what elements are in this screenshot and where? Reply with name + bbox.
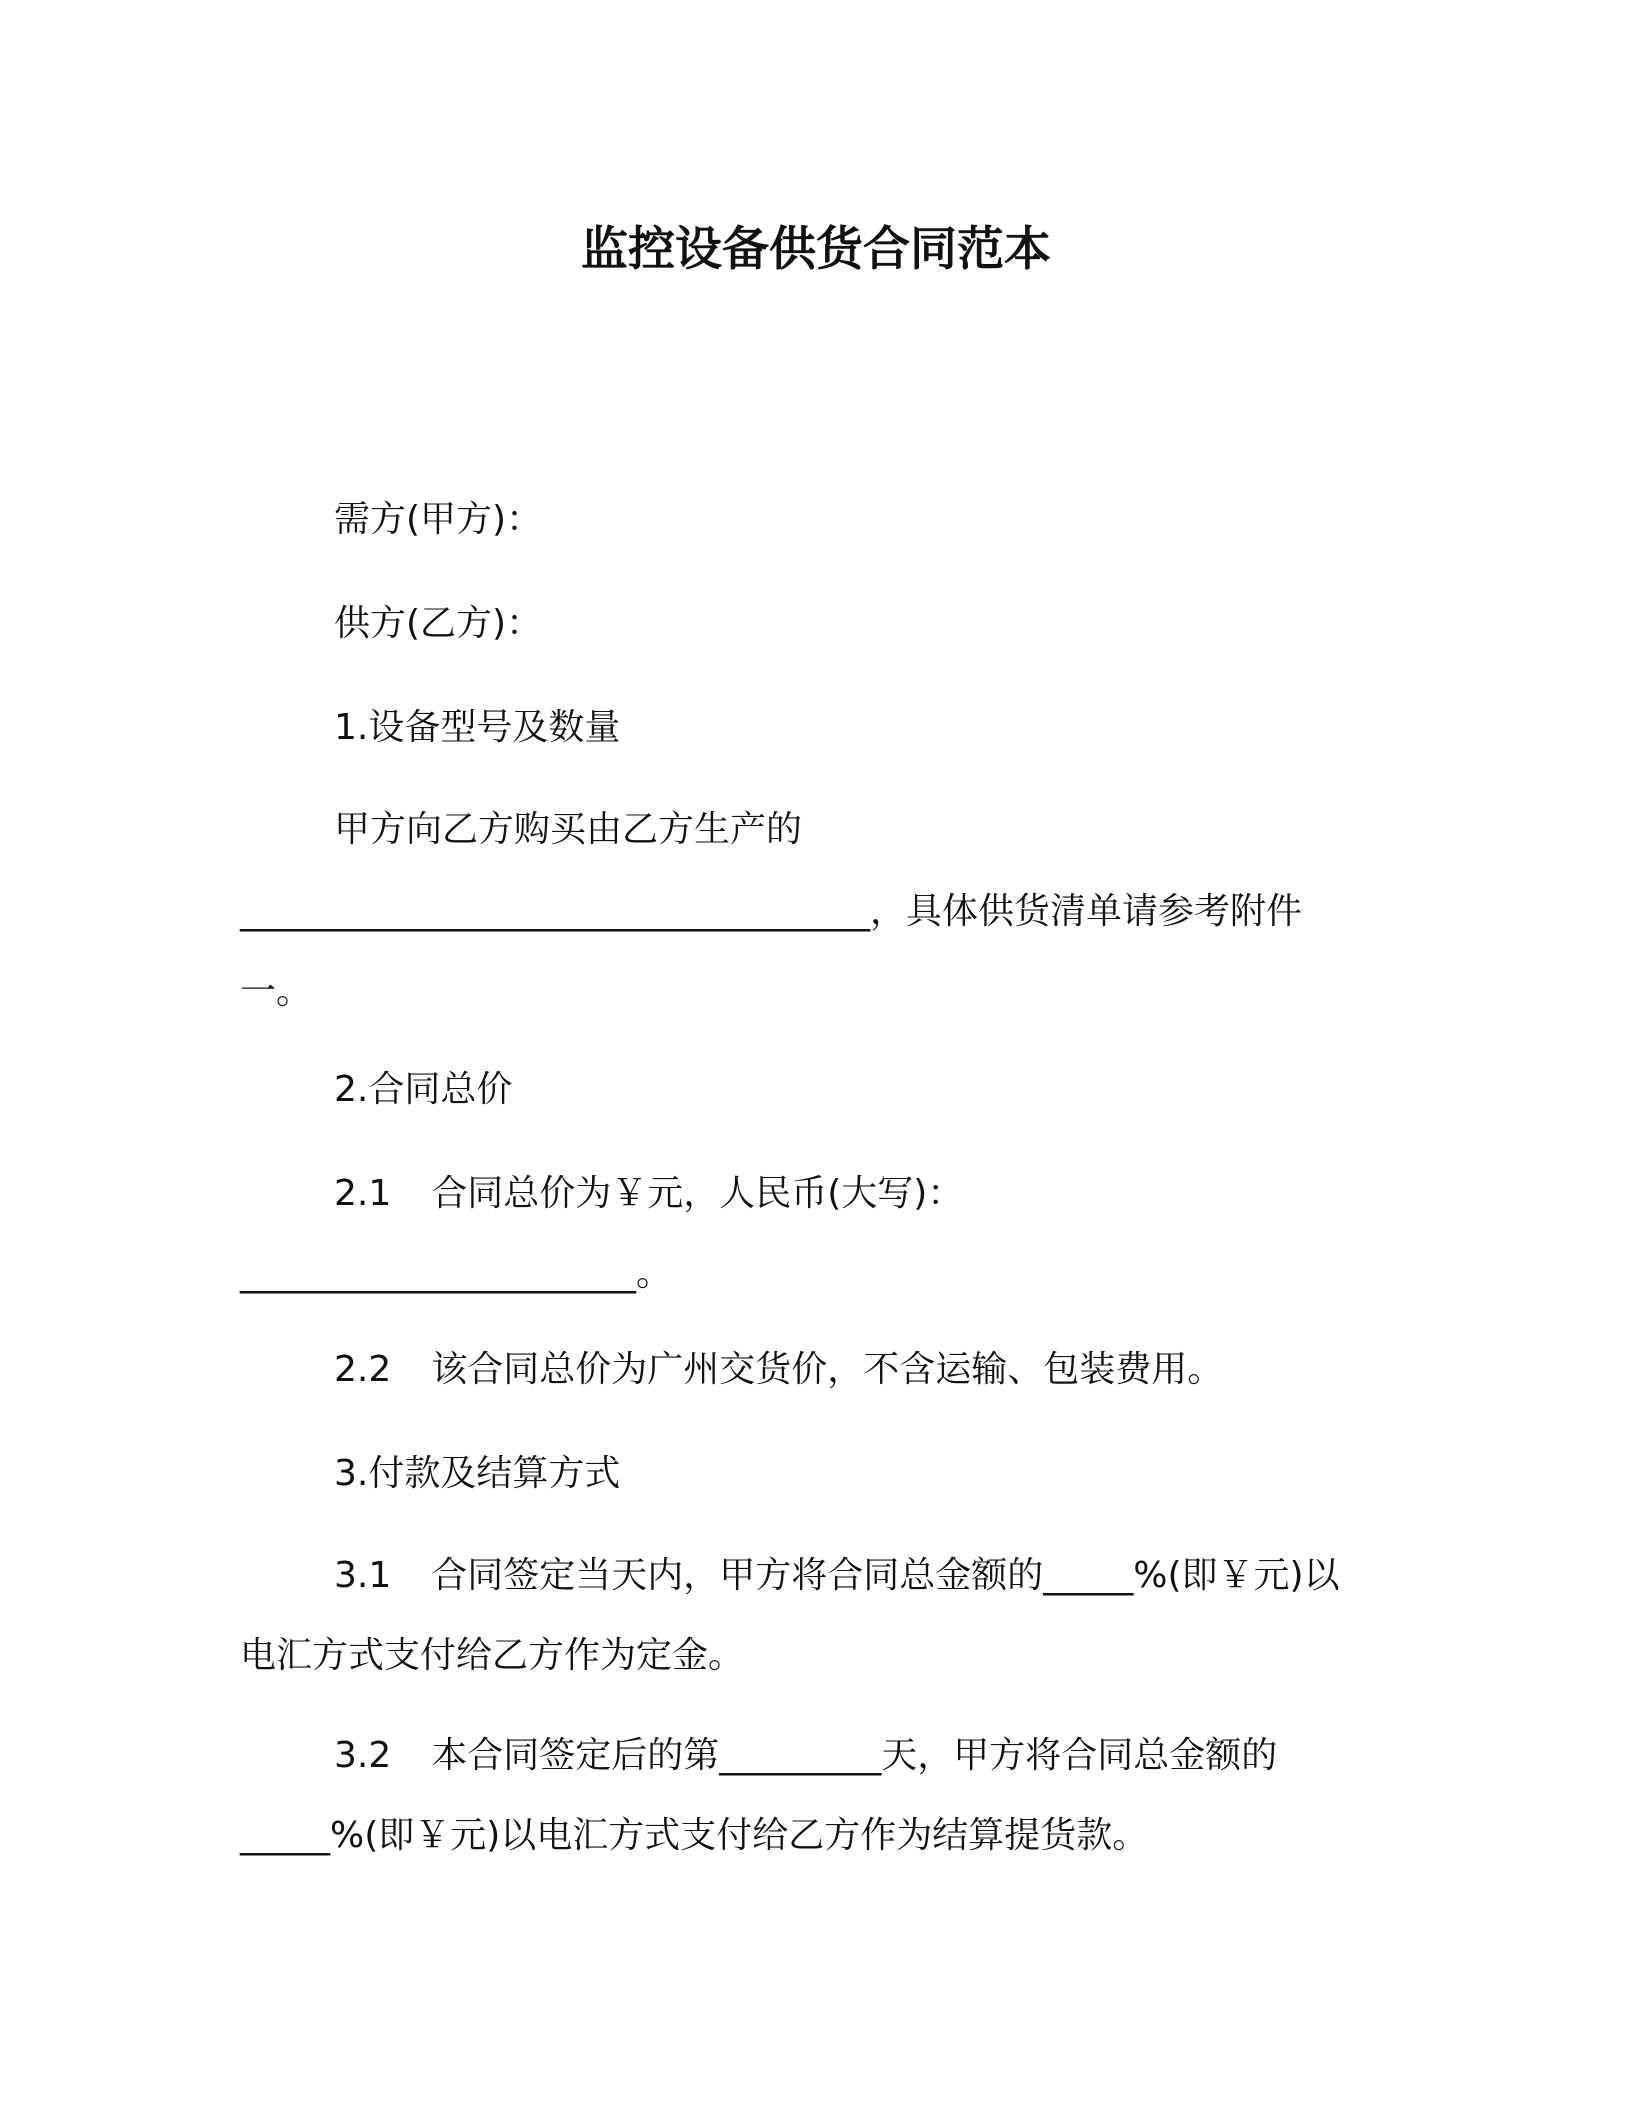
clause-2-2 [334, 1346, 1223, 1394]
clause-2-1-text: 合同总价为￥元，人民币(大写)： [431, 1173, 964, 1214]
clause-3-1-line-2: 电汇方式支付给乙方作为定金。 [240, 1635, 745, 1676]
supplier-party-line: 供方(乙方)： [334, 603, 543, 644]
clause-3-2-line-2: _____%(即￥元)以电汇方式支付给乙方作为结算提货款。 [240, 1815, 1149, 1856]
section-1-text-line-3: 一。 [240, 971, 313, 1012]
clause-3-1-line-1 [334, 1552, 1340, 1600]
section-2-heading: 2.合同总价 [334, 1069, 513, 1110]
clause-2-1-line-2: ______________________。 [240, 1253, 672, 1294]
section-3-heading: 3.付款及结算方式 [334, 1453, 621, 1494]
document-title: 监控设备供货合同范本 [581, 222, 1051, 277]
buyer-party-line: 需方(甲方)： [334, 499, 543, 540]
clause-3-2-text: 本合同签定后的第_________天，甲方将合同总金额的 [431, 1735, 1278, 1776]
section-1-text-line-2: ___________________________________，具体供货清单请参考附件 [240, 891, 1303, 932]
clause-2-1-line-1 [334, 1170, 963, 1218]
clause-3-2-line-1 [334, 1732, 1277, 1780]
clause-2-2-number: 2.2 [334, 1349, 392, 1390]
section-1-text-line-1: 甲方向乙方购买由乙方生产的 [334, 809, 803, 850]
clause-3-2-number: 3.2 [334, 1735, 392, 1776]
clause-2-1-number: 2.1 [334, 1173, 392, 1214]
clause-2-2-text: 该合同总价为广州交货价，不含运输、包装费用。 [431, 1349, 1224, 1390]
clause-3-1-number: 3.1 [334, 1555, 392, 1596]
section-1-heading: 1.设备型号及数量 [334, 707, 621, 748]
clause-3-1-text: 合同签定当天内，甲方将合同总金额的_____%(即￥元)以 [431, 1555, 1340, 1596]
